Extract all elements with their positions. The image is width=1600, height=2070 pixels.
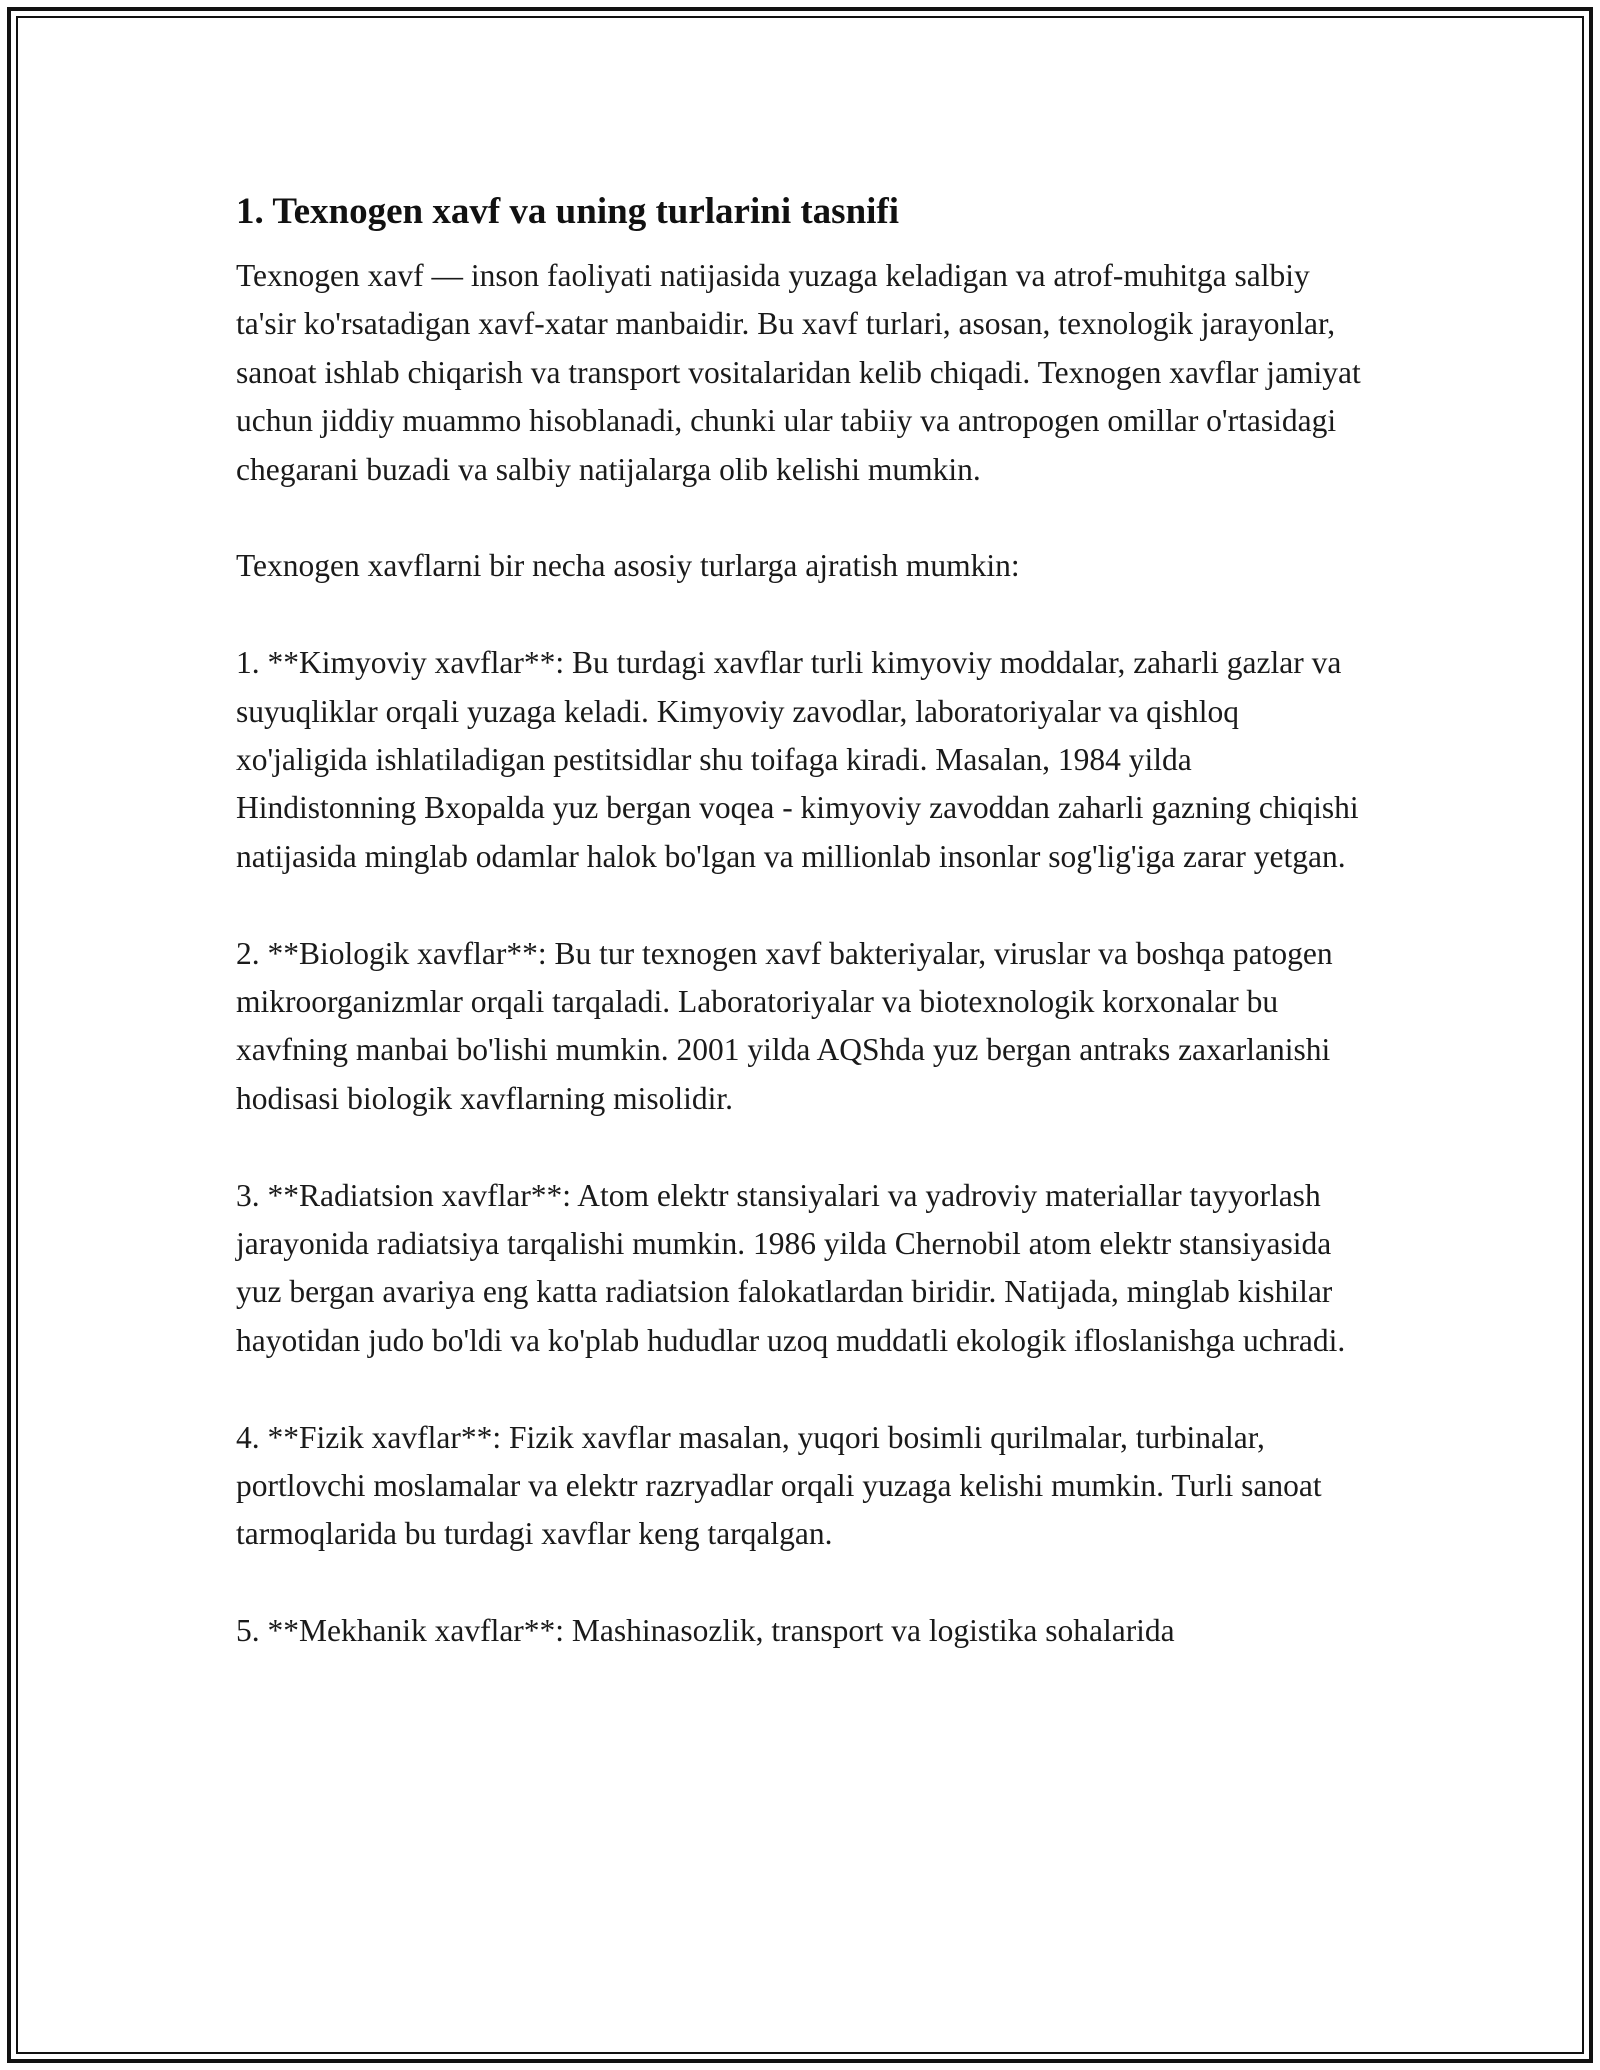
list-item-radiation: 3. **Radiatsion xavflar**: Atom elektr stansiyalari va yadroviy materiallar tayyorlash jarayonida radiatsiya tarqalishi mumkin. 1986 yilda Chernobil atom elektr stansiyasida yuz bergan avariya eng katta radiatsion falokatlardan biridir. Natijada, minglab kishilar hayotidan judo bo'ldi va ko'plab hududlar uzoq muddatli ekologik ifloslanishga uchradi.: [236, 1177, 1346, 1358]
types-lead-paragraph: Texnogen xavflarni bir necha asosiy turlarga ajratish mumkin:: [236, 548, 1020, 584]
document-body: [236, 184, 1376, 1704]
list-item-biological: 2. **Biologik xavflar**: Bu tur texnogen xavf bakteriyalar, viruslar va boshqa patogen mikroorganizmlar orqali tarqaladi. Laboratoriyalar va biotexnologik korxonalar bu xavfning manbai bo'lishi mumkin. 2001 yilda AQShda yuz bergan antraks zaxarlanishi hodisasi biologik xavflarning misolidir.: [236, 935, 1333, 1116]
list-item-mechanical: 5. **Mekhanik xavflar**: Mashinasozlik, transport va logistika sohalarida: [236, 1613, 1175, 1649]
section-heading: 1. Texnogen xavf va uning turlarini tasnifi: [236, 191, 900, 232]
list-item-chemical: 1. **Kimyoviy xavflar**: Bu turdagi xavflar turli kimyoviy moddalar, zaharli gazlar va suyuqliklar orqali yuzaga keladi. Kimyoviy zavodlar, laboratoriyalar va qishloq xo'jaligida ishlatiladigan pestitsidlar shu toifaga kiradi. Masalan, 1984 yilda Hindistonning Bxopalda yuz bergan voqea - kimyoviy zavoddan zaharli gazning chiqishi natijasida minglab odamlar halok bo'lgan va millionlab insonlar sog'lig'iga zarar yetgan.: [236, 645, 1359, 874]
intro-paragraph: Texnogen xavf — inson faoliyati natijasida yuzaga keladigan va atrof-muhitga salbiy ta'sir ko'rsatadigan xavf-xatar manbaidir. Bu xavf turlari, asosan, texnologik jarayonlar, sanoat ishlab chiqarish va transport vositalaridan kelib chiqadi. Texnogen xavflar jamiyat uchun jiddiy muammo hisoblanadi, chunki ular tabiiy va antropogen omillar o'rtasidagi chegarani buzadi va salbiy natijalarga olib kelishi mumkin.: [236, 258, 1361, 487]
list-item-physical: 4. **Fizik xavflar**: Fizik xavflar masalan, yuqori bosimli qurilmalar, turbinalar, portlovchi moslamalar va elektr razryadlar orqali yuzaga kelishi mumkin. Turli sanoat tarmoqlarida bu turdagi xavflar keng tarqalgan.: [236, 1419, 1322, 1552]
